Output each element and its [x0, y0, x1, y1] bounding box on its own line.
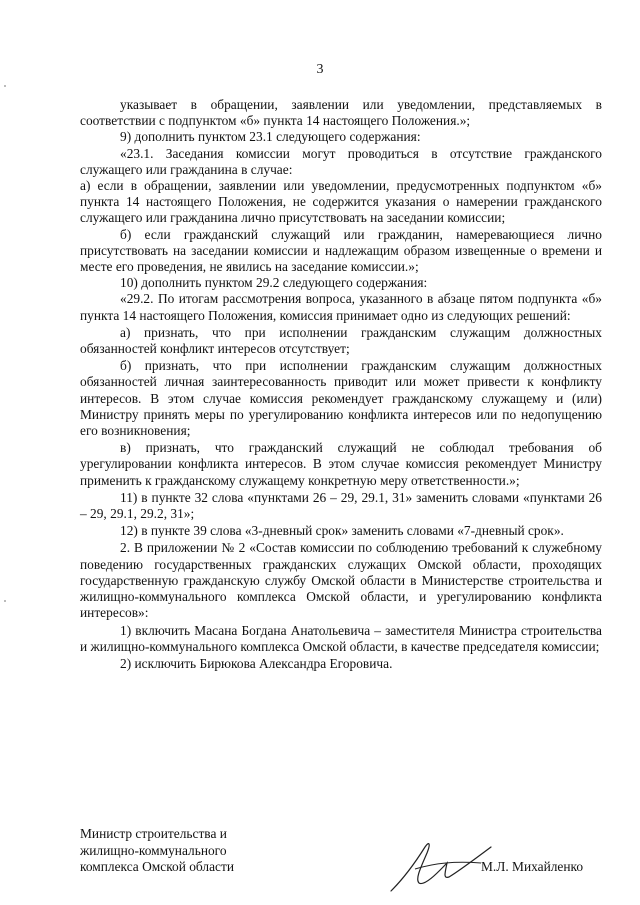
- signatory-position: [80, 826, 320, 876]
- position-line: Министр строительства и: [80, 826, 227, 841]
- signatory-name: М.Л. Михайленко: [481, 859, 584, 874]
- page-number: 3: [316, 62, 324, 77]
- scan-mark: [4, 85, 6, 87]
- handwritten-signature: [385, 833, 495, 897]
- paragraph: 11) в пункте 32 слова «пунктами 26 – 29, 29.1, 31» заменить словами «пунктами 26 – 29, 29.1, 29.2, 31»;: [80, 489, 602, 522]
- paragraph: указывает в обращении, заявлении или уведомлении, представляемых в соответствии с подпунктом «б» пункта 14 настоящего Положения.»;: [80, 97, 602, 129]
- paragraph: а) если в обращении, заявлении или уведомлении, предусмотренных подпунктом «б» пункта 14 настоящего Положения, не содержится указания о намерении гражданского служащего или гражданина лично присутствовать на заседании комиссии;: [80, 178, 602, 226]
- paragraph: б) если гражданский служащий или гражданин, намеревающиеся лично присутствовать на заседании комиссии и надлежащим образом извещенные о времени и месте его проведения, не явились на заседание комиссии.»;: [80, 226, 602, 275]
- document-body: [80, 97, 602, 672]
- paragraph: 12) в пункте 39 слова «3-дневный срок» заменить словами «7-дневный срок».: [120, 523, 564, 539]
- paragraph: 2. В приложении № 2 «Состав комиссии по соблюдению требований к служебному поведению государственных гражданских служащих Омской области, проходящих государственную гражданскую службу Омской области в Министерстве строительства и жилищно-коммунального комплекса Омской области, и урегулированию конфликта интересов»:: [80, 540, 602, 621]
- paragraph: «23.1. Заседания комиссии могут проводиться в отсутствие гражданского служащего или гражданина в случае:: [80, 145, 602, 177]
- paragraph: 1) включить Масана Богдана Анатольевича – заместителя Министра строительства и жилищно-коммунального комплекса Омской области, в качестве председателя комиссии;: [80, 622, 602, 654]
- paragraph: б) признать, что при исполнении гражданским служащим должностных обязанностей личная заинтересованность приводит или может привести к конфликту интересов. В этом случае комиссия рекомендует гражданскому служащему и (или) Министру принять меры по урегулированию конфликта интересов или по недопущению его возникновения;: [80, 358, 602, 439]
- paragraph: 9) дополнить пунктом 23.1 следующего содержания:: [120, 129, 421, 145]
- paragraph: 2) исключить Бирюкова Александра Егоровича.: [120, 655, 393, 671]
- paragraph: в) признать, что гражданский служащий не соблюдал требования об урегулировании конфликта интересов. В этом случае комиссия рекомендует Министру применить к гражданскому служащему конкретную меру ответственности.»;: [80, 440, 602, 488]
- scan-mark: [4, 600, 6, 602]
- paragraph: «29.2. По итогам рассмотрения вопроса, указанного в абзаце пятом подпункта «б» пункта 14 настоящего Положения, комиссия принимает одно из следующих решений:: [80, 291, 602, 323]
- position-line: жилищно-коммунального: [80, 842, 227, 858]
- paragraph: 10) дополнить пунктом 29.2 следующего содержания:: [120, 275, 428, 291]
- paragraph: а) признать, что при исполнении гражданским служащим должностных обязанностей конфликт интересов отсутствует;: [80, 324, 602, 357]
- position-line: комплекса Омской области: [80, 859, 234, 874]
